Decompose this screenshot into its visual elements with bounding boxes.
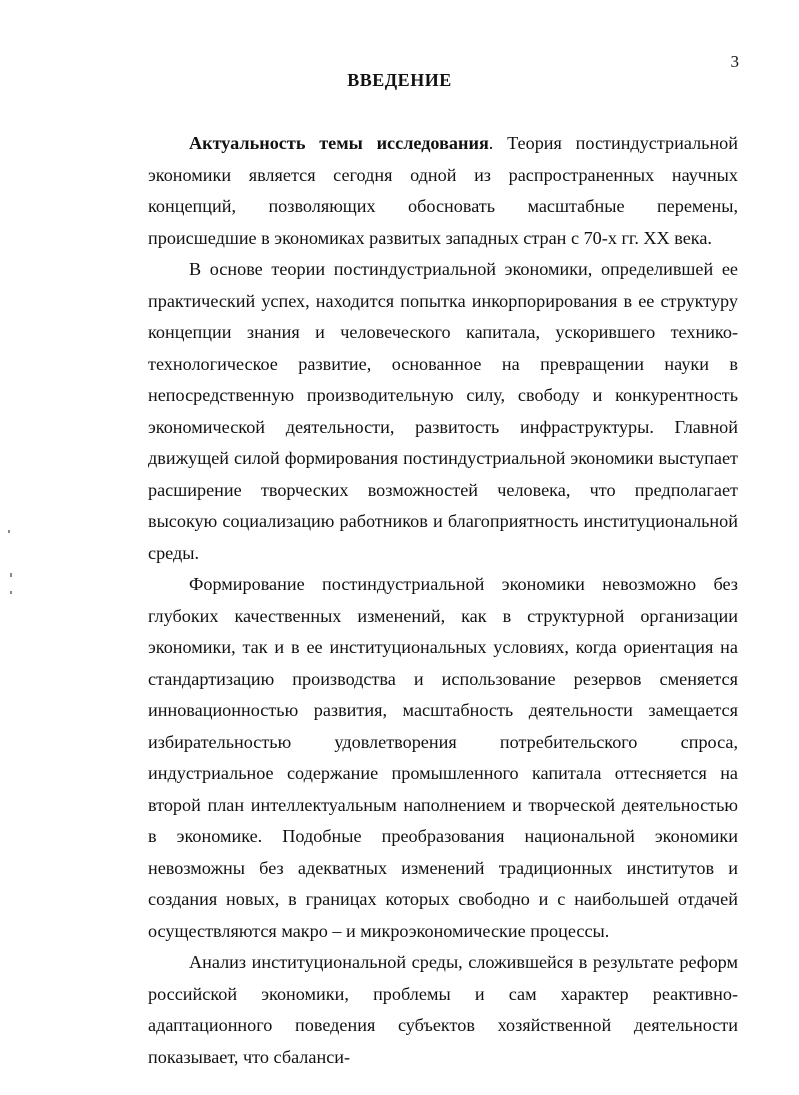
paragraph-4: Анализ институциональной среды, сложившейся в результате реформ российской экономики, проблемы и сам характер реактивно-адаптационного поведения субъектов хозяйственной деятельности показывает, что сбаланси- <box>148 952 738 1067</box>
paragraph-1 <box>148 128 738 254</box>
paragraph-2: В основе теории постиндустриальной экономики, определившей ее практический успех, находится попытка инкорпорирования в ее структуру концепции знания и человеческого капитала, ускорившего технико-технологическое развитие, основанное на превращении науки в непосредственную производительную силу, свободу и конкурентность экономической деятельности, развитость инфраструктуры. Главной движущей силой формирования постиндустриальной экономики выступает расширение творческих возможностей человека, что предполагает высокую социализацию работников и благоприятность институциональной среды. <box>148 259 738 563</box>
paragraph-3: Формирование постиндустриальной экономики невозможно без глубоких качественных изменений, как в структурной организации экономики, так и в ее институциональных условиях, когда ориентация на стандартизацию производства и использование резервов сменяется инновационностью развития, масштабность деятельности замещается избирательностью удовлетворения потребительского спроса, индустриальное содержание промышленного капитала оттесняется на второй план интеллектуальным наполнением и творческой деятельностью в экономике. Подобные преобразования национальной экономики невозможны без адекватных изменений традиционных институтов и создания новых, в границах которых свободно и с наибольшей отдачей осуществляются макро – и микроэкономические процессы. <box>148 574 738 941</box>
paragraph-1-lead: Актуальность темы исследования <box>189 133 489 153</box>
margin-mark-2 <box>10 573 12 577</box>
margin-mark-3 <box>10 591 12 594</box>
margin-mark-1 <box>8 530 10 533</box>
page-number: 3 <box>730 52 739 71</box>
body-text <box>148 128 738 1073</box>
paragraph-1-text: . Теория постиндустриальной экономики является сегодня одной из распространенных научных концепций, позволяющих обосновать масштабные перемены, происшедшие в экономиках развитых западных стран с 70-х гг. XX века. <box>148 133 739 248</box>
section-title: ВВЕДЕНИЕ <box>347 70 452 90</box>
